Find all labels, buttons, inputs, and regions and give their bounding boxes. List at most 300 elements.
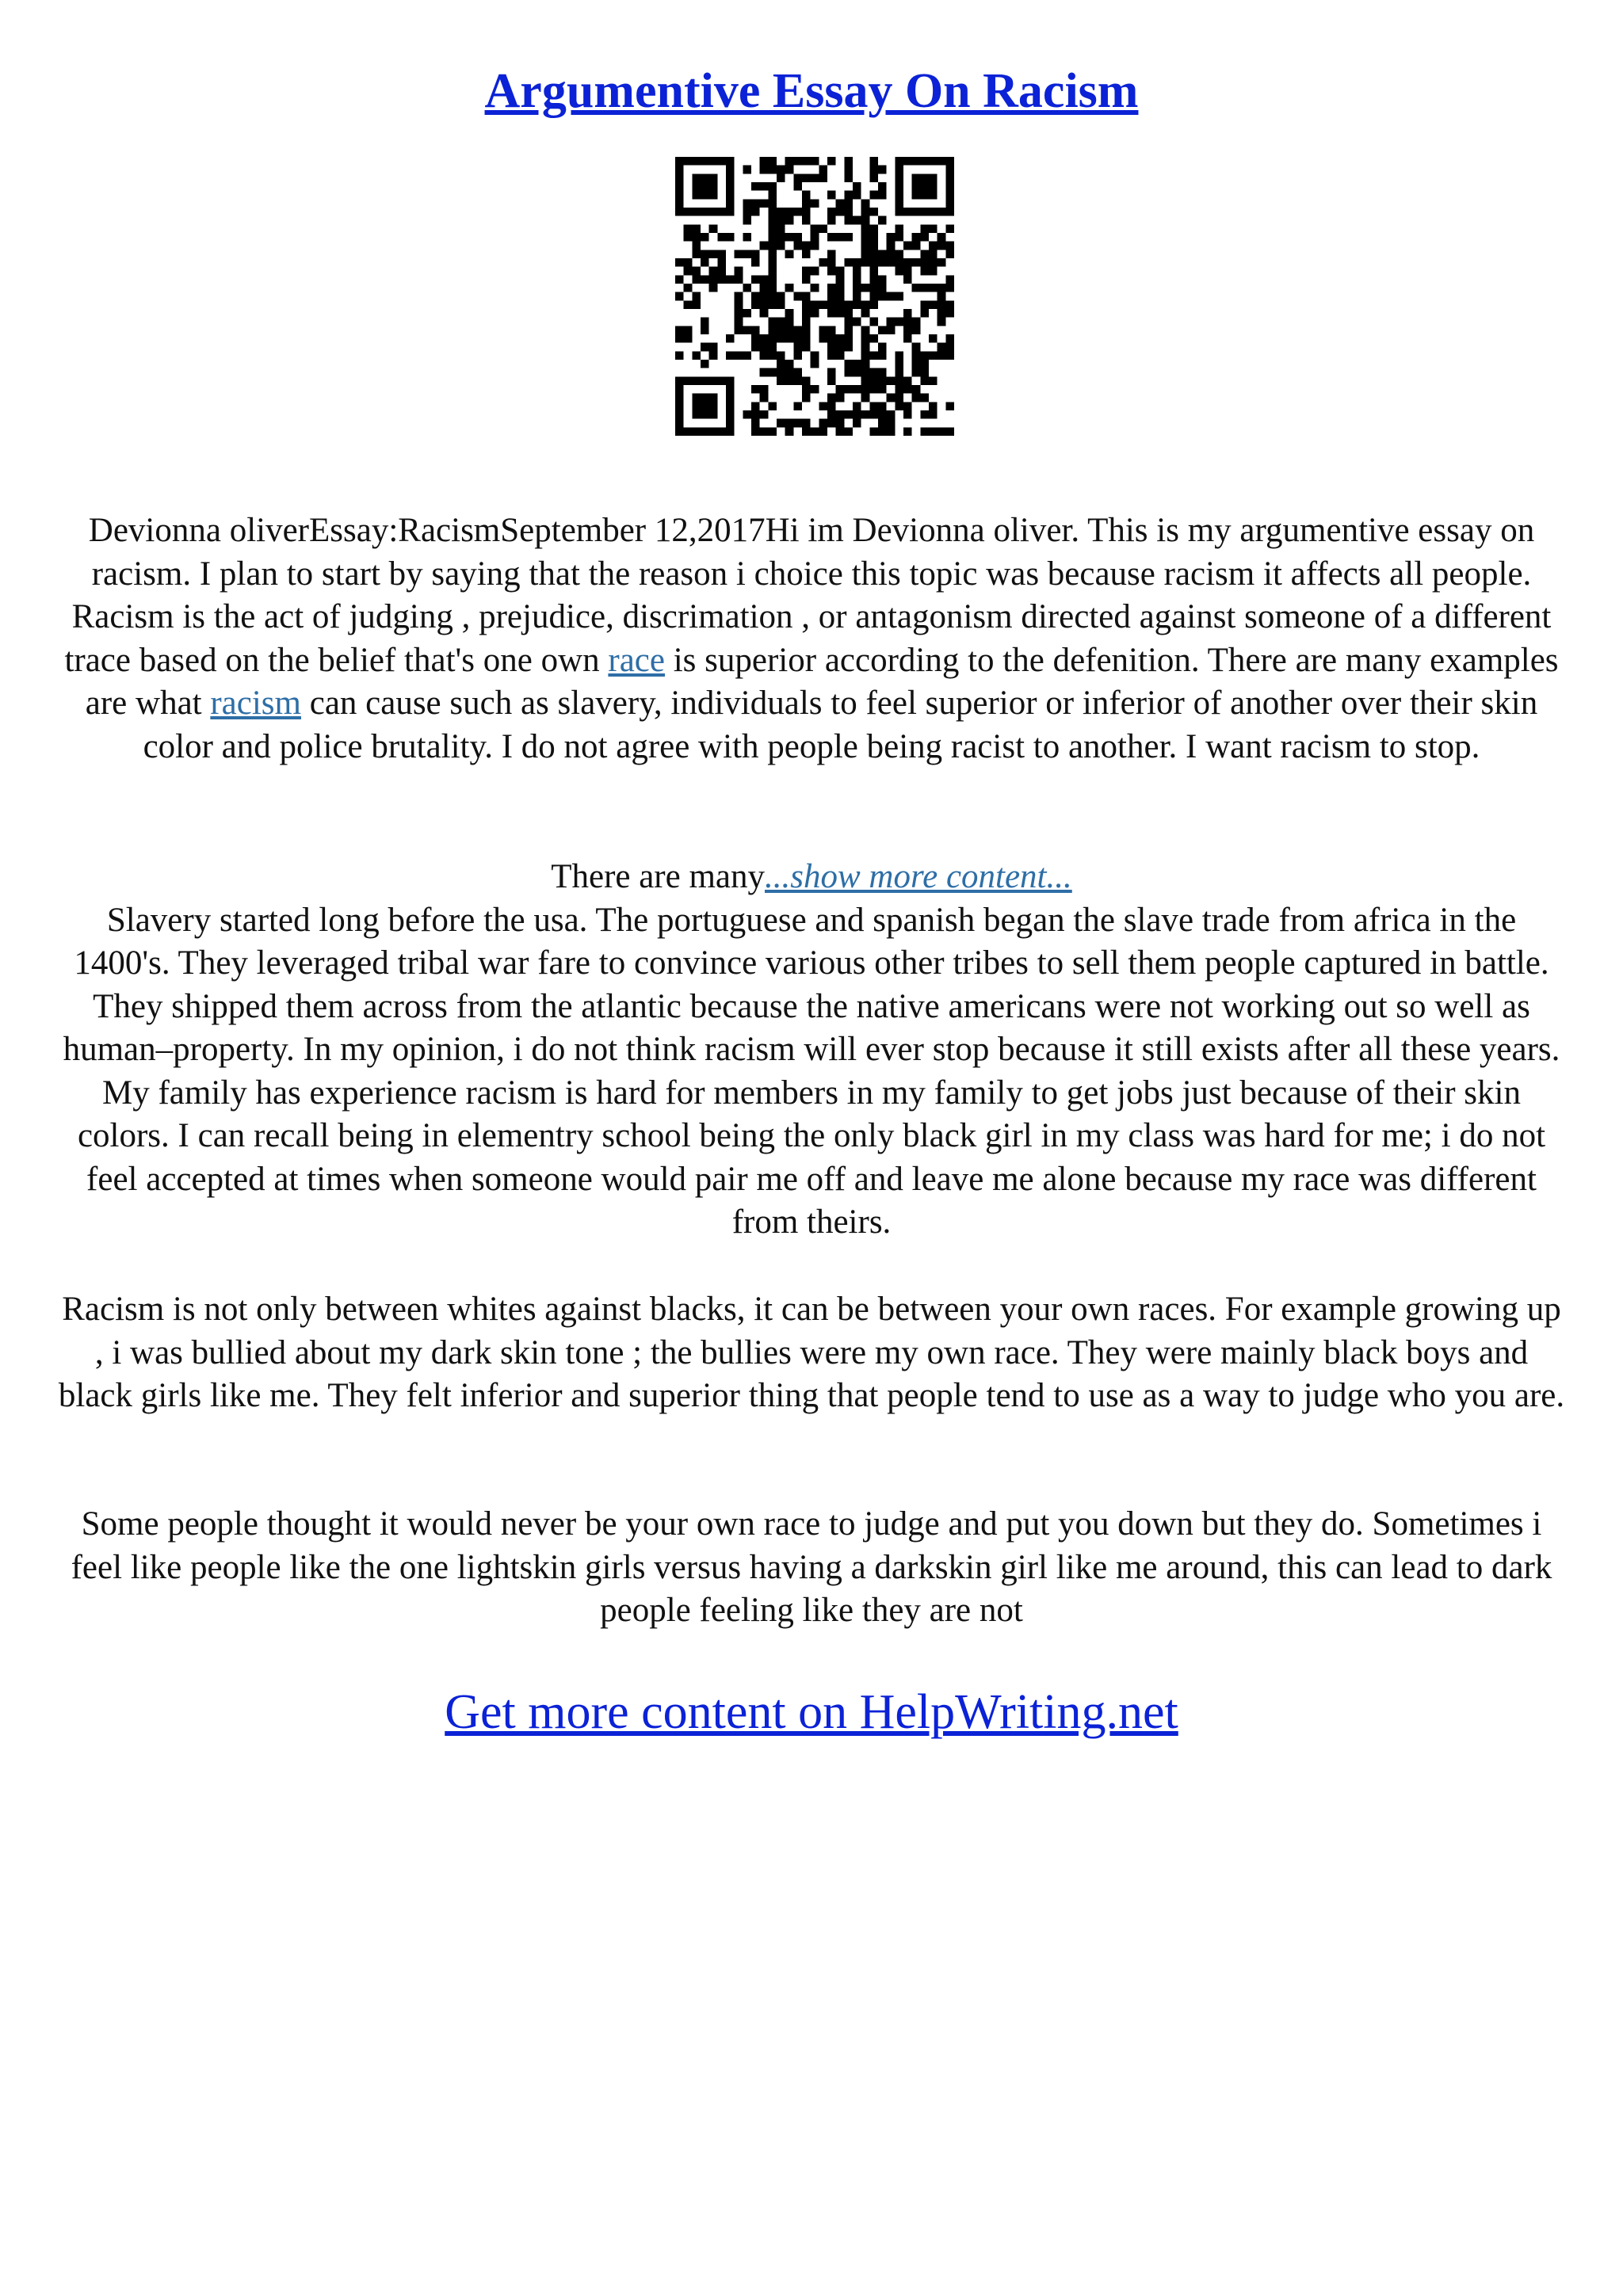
qr-module — [735, 292, 743, 301]
qr-module — [938, 309, 946, 318]
qr-module — [887, 233, 896, 242]
qr-module — [844, 208, 853, 216]
qr-module — [785, 233, 794, 242]
qr-module — [709, 224, 718, 233]
qr-module — [844, 427, 853, 436]
qr-module — [887, 292, 896, 301]
qr-module — [920, 208, 929, 216]
qr-module — [709, 427, 718, 436]
qr-module — [760, 157, 769, 166]
qr-module — [920, 368, 929, 377]
qr-module — [836, 410, 845, 419]
qr-module — [945, 402, 954, 410]
qr-module — [743, 351, 751, 360]
qr-module — [692, 267, 701, 276]
qr-module — [692, 427, 701, 436]
qr-module — [768, 250, 777, 258]
qr-module — [912, 182, 921, 191]
qr-module — [811, 300, 819, 309]
qr-module — [844, 157, 853, 166]
qr-module — [735, 250, 743, 258]
qr-module — [844, 300, 853, 309]
qr-module — [802, 267, 811, 276]
qr-module — [760, 351, 769, 360]
qr-module — [777, 326, 785, 334]
qr-module — [878, 284, 887, 292]
qr-module — [895, 368, 903, 377]
qr-module — [869, 166, 878, 174]
qr-module — [861, 343, 870, 352]
qr-module — [701, 318, 709, 326]
qr-module — [869, 191, 878, 200]
qr-module — [793, 182, 802, 191]
qr-module — [938, 242, 946, 250]
qr-module — [802, 174, 811, 182]
qr-module — [802, 208, 811, 216]
qr-module — [861, 216, 870, 225]
qr-module — [701, 376, 709, 385]
qr-module — [684, 258, 693, 267]
qr-module — [751, 410, 760, 419]
qr-module — [777, 224, 785, 233]
qr-module — [878, 275, 887, 284]
qr-module — [777, 368, 785, 377]
qr-module — [844, 258, 853, 267]
qr-module — [675, 326, 684, 334]
qr-module — [751, 385, 760, 394]
qr-module — [827, 410, 836, 419]
qr-module — [701, 233, 709, 242]
qr-module — [701, 208, 709, 216]
qr-module — [793, 326, 802, 334]
qr-module — [819, 402, 827, 410]
qr-module — [768, 224, 777, 233]
qr-module — [675, 191, 684, 200]
qr-module — [726, 208, 735, 216]
qr-module — [802, 427, 811, 436]
qr-module — [912, 258, 921, 267]
qr-module — [844, 191, 853, 200]
qr-module — [836, 385, 845, 394]
qr-module — [920, 258, 929, 267]
qr-module — [920, 410, 929, 419]
qr-module — [760, 343, 769, 352]
qr-module — [743, 199, 751, 208]
qr-module — [709, 208, 718, 216]
qr-module — [709, 191, 718, 200]
qr-module — [726, 233, 735, 242]
qr-module — [827, 343, 836, 352]
qr-module — [929, 242, 938, 250]
qr-module — [726, 351, 735, 360]
show-more-link[interactable]: ...show more content... — [765, 858, 1072, 895]
qr-module — [751, 343, 760, 352]
qr-module — [785, 334, 794, 343]
qr-module — [760, 427, 769, 436]
qr-module — [751, 292, 760, 301]
qr-module — [912, 242, 921, 250]
qr-module — [692, 174, 701, 182]
qr-module — [743, 410, 751, 419]
qr-module — [827, 334, 836, 343]
qr-module — [709, 275, 718, 284]
qr-module — [768, 402, 777, 410]
qr-module — [709, 157, 718, 166]
qr-module — [827, 216, 836, 225]
qr-module — [938, 351, 946, 360]
qr-module — [895, 157, 903, 166]
qr-module — [945, 157, 954, 166]
qr-module — [726, 174, 735, 182]
qr-module — [938, 258, 946, 267]
qr-module — [938, 343, 946, 352]
qr-module — [929, 427, 938, 436]
qr-module — [938, 157, 946, 166]
qr-module — [912, 157, 921, 166]
qr-module — [853, 275, 861, 284]
qr-module — [836, 427, 845, 436]
qr-module — [735, 351, 743, 360]
qr-module — [827, 157, 836, 166]
qr-module — [853, 191, 861, 200]
qr-module — [675, 258, 684, 267]
qr-module — [785, 318, 794, 326]
qr-module — [836, 284, 845, 292]
qr-module — [903, 275, 912, 284]
qr-module — [827, 267, 836, 276]
qr-module — [869, 427, 878, 436]
qr-module — [717, 233, 726, 242]
qr-module — [811, 267, 819, 276]
qr-module — [768, 318, 777, 326]
qr-module — [887, 258, 896, 267]
qr-module — [802, 300, 811, 309]
qr-module — [827, 300, 836, 309]
qr-module — [945, 208, 954, 216]
qr-module — [777, 351, 785, 360]
qr-module — [895, 292, 903, 301]
qr-module — [717, 267, 726, 276]
qr-module — [692, 292, 701, 301]
qr-module — [701, 326, 709, 334]
qr-module — [861, 334, 870, 343]
qr-module — [929, 334, 938, 343]
qr-module — [768, 351, 777, 360]
qr-module — [903, 318, 912, 326]
qr-module — [836, 419, 845, 428]
qr-module — [692, 233, 701, 242]
qr-module — [709, 250, 718, 258]
qr-module — [751, 419, 760, 428]
qr-module — [726, 427, 735, 436]
qr-module — [768, 216, 777, 225]
qr-module — [912, 394, 921, 402]
qr-module — [675, 394, 684, 402]
qr-module — [869, 318, 878, 326]
qr-module — [684, 157, 693, 166]
qr-module — [675, 174, 684, 182]
qr-module — [912, 360, 921, 368]
qr-module — [692, 191, 701, 200]
qr-module — [684, 224, 693, 233]
qr-module — [768, 233, 777, 242]
qr-module — [735, 275, 743, 284]
qr-module — [802, 216, 811, 225]
qr-module — [869, 300, 878, 309]
qr-module — [929, 182, 938, 191]
qr-module — [785, 360, 794, 368]
qr-module — [895, 199, 903, 208]
qr-module — [793, 351, 802, 360]
qr-module — [726, 157, 735, 166]
qr-module — [895, 182, 903, 191]
qr-module — [836, 208, 845, 216]
qr-module — [912, 174, 921, 182]
qr-module — [785, 419, 794, 428]
qr-module — [802, 394, 811, 402]
qr-module — [912, 326, 921, 334]
qr-module — [760, 368, 769, 377]
qr-module — [692, 300, 701, 309]
qr-module — [945, 300, 954, 309]
qr-module — [853, 360, 861, 368]
qr-module — [895, 402, 903, 410]
qr-module — [802, 199, 811, 208]
qr-module — [929, 191, 938, 200]
qr-module — [869, 376, 878, 385]
qr-module — [895, 250, 903, 258]
qr-module — [684, 427, 693, 436]
qr-module — [895, 360, 903, 368]
qr-module — [869, 242, 878, 250]
qr-module — [777, 233, 785, 242]
qr-module — [929, 284, 938, 292]
qr-module — [785, 216, 794, 225]
qr-module — [878, 182, 887, 191]
qr-module — [853, 292, 861, 301]
qr-module — [675, 385, 684, 394]
qr-module — [887, 427, 896, 436]
qr-module — [793, 334, 802, 343]
qr-module — [777, 208, 785, 216]
qr-module — [760, 166, 769, 174]
footer — [0, 1680, 1623, 1744]
qr-module — [920, 284, 929, 292]
qr-module — [675, 166, 684, 174]
qr-module — [844, 309, 853, 318]
qr-module — [768, 284, 777, 292]
qr-module — [903, 208, 912, 216]
qr-module — [726, 334, 735, 343]
qr-module — [726, 166, 735, 174]
qr-module — [760, 300, 769, 309]
qr-module — [777, 360, 785, 368]
qr-module — [785, 309, 794, 318]
qr-module — [920, 233, 929, 242]
qr-module — [861, 284, 870, 292]
qr-module — [903, 410, 912, 419]
qr-module — [827, 258, 836, 267]
qr-module — [692, 182, 701, 191]
qr-module — [675, 275, 684, 284]
qr-module — [692, 208, 701, 216]
qr-module — [878, 292, 887, 301]
qr-module — [692, 275, 701, 284]
title-link[interactable]: Argumentive Essay On Racism — [484, 64, 1139, 118]
qr-module — [836, 343, 845, 352]
qr-module — [887, 419, 896, 428]
qr-module — [903, 242, 912, 250]
qr-module — [743, 216, 751, 225]
qr-module — [785, 427, 794, 436]
qr-module — [938, 233, 946, 242]
qr-module — [861, 309, 870, 318]
qr-module — [726, 191, 735, 200]
qr-module — [760, 182, 769, 191]
qr-module — [836, 233, 845, 242]
qr-module — [861, 360, 870, 368]
paragraph-2-lead: There are many — [551, 858, 765, 895]
qr-module — [743, 208, 751, 216]
qr-module — [785, 250, 794, 258]
qr-module — [844, 360, 853, 368]
qr-module — [920, 250, 929, 258]
qr-module — [878, 250, 887, 258]
qr-module — [861, 300, 870, 309]
qr-module — [760, 394, 769, 402]
qr-module — [735, 318, 743, 326]
qr-module — [861, 258, 870, 267]
qr-module — [751, 182, 760, 191]
qr-module — [878, 376, 887, 385]
qr-module — [887, 394, 896, 402]
qr-module — [844, 385, 853, 394]
qr-module — [760, 410, 769, 419]
qr-module — [811, 157, 819, 166]
qr-module — [717, 427, 726, 436]
qr-module — [861, 368, 870, 377]
qr-module — [692, 376, 701, 385]
qr-module — [945, 182, 954, 191]
qr-module — [938, 300, 946, 309]
qr-module — [717, 258, 726, 267]
qr-module — [675, 199, 684, 208]
qr-module — [861, 410, 870, 419]
qr-module — [878, 351, 887, 360]
qr-module — [929, 402, 938, 410]
qr-module — [726, 376, 735, 385]
qr-module — [861, 208, 870, 216]
qr-module — [811, 427, 819, 436]
qr-module — [709, 351, 718, 360]
qr-module — [878, 419, 887, 428]
qr-module — [920, 300, 929, 309]
qr-module — [777, 216, 785, 225]
qr-module — [903, 326, 912, 334]
qr-module — [844, 343, 853, 352]
helpwriting-link[interactable]: Get more content on HelpWriting.net — [445, 1685, 1178, 1739]
qr-module — [743, 166, 751, 174]
qr-module — [844, 326, 853, 334]
qr-module — [819, 419, 827, 428]
qr-module — [777, 376, 785, 385]
qr-module — [692, 224, 701, 233]
qr-module — [861, 233, 870, 242]
qr-module — [903, 157, 912, 166]
qr-module — [895, 191, 903, 200]
qr-module — [895, 351, 903, 360]
qr-module — [675, 292, 684, 301]
qr-module — [853, 318, 861, 326]
qr-module — [912, 368, 921, 377]
qr-module — [912, 318, 921, 326]
qr-module — [777, 300, 785, 309]
qr-module — [895, 174, 903, 182]
qr-module — [827, 208, 836, 216]
qr-module — [709, 284, 718, 292]
qr-module — [675, 410, 684, 419]
qr-module — [802, 191, 811, 200]
qr-module — [811, 199, 819, 208]
qr-module — [861, 242, 870, 250]
qr-module — [811, 351, 819, 360]
qr-module — [869, 334, 878, 343]
qr-module — [768, 326, 777, 334]
qr-module — [675, 208, 684, 216]
qr-module — [675, 351, 684, 360]
qr-module — [945, 199, 954, 208]
qr-module — [853, 368, 861, 377]
qr-module — [861, 250, 870, 258]
racism-link[interactable]: racism — [210, 685, 301, 722]
qr-module — [938, 318, 946, 326]
qr-module — [760, 334, 769, 343]
qr-module — [945, 351, 954, 360]
qr-module — [768, 343, 777, 352]
qr-module — [836, 351, 845, 360]
qr-module — [895, 166, 903, 174]
qr-module — [777, 318, 785, 326]
qr-module — [844, 199, 853, 208]
qr-module — [945, 284, 954, 292]
qr-module — [869, 258, 878, 267]
qr-module — [827, 351, 836, 360]
qr-module — [844, 318, 853, 326]
qr-module — [692, 351, 701, 360]
qr-module — [895, 208, 903, 216]
paragraph-2-text: Slavery started long before the usa. The portuguese and spanish began the slave trade from africa in the 1400's. They leveraged tribal war fare to convince various other tribes to sell them people captured in battle. They shipped them across from the atlantic because the native americans were not working out so well as human–property. In my opinion, i do not think racism will ever stop because it still exists after all these years. My family has experience racism is hard for members in my family to get jobs just because of their skin colors. I can recall being in elementry school being the only black girl in my class was hard for me; i do not feel accepted at times when someone would pair me off and leave me alone because my race was different from theirs. — [63, 901, 1560, 1241]
qr-module — [853, 258, 861, 267]
qr-module — [895, 376, 903, 385]
qr-module — [709, 182, 718, 191]
qr-module — [836, 275, 845, 284]
qr-module — [768, 166, 777, 174]
qr-module — [869, 208, 878, 216]
qr-module — [760, 385, 769, 394]
qr-module — [726, 182, 735, 191]
qr-module — [861, 376, 870, 385]
qr-module — [802, 250, 811, 258]
qr-module — [853, 402, 861, 410]
qr-module — [853, 410, 861, 419]
race-link[interactable]: race — [608, 641, 665, 679]
qr-module — [945, 242, 954, 250]
qr-module — [802, 157, 811, 166]
qr-module — [878, 191, 887, 200]
qr-module — [945, 224, 954, 233]
qr-module — [760, 284, 769, 292]
qr-module — [827, 191, 836, 200]
